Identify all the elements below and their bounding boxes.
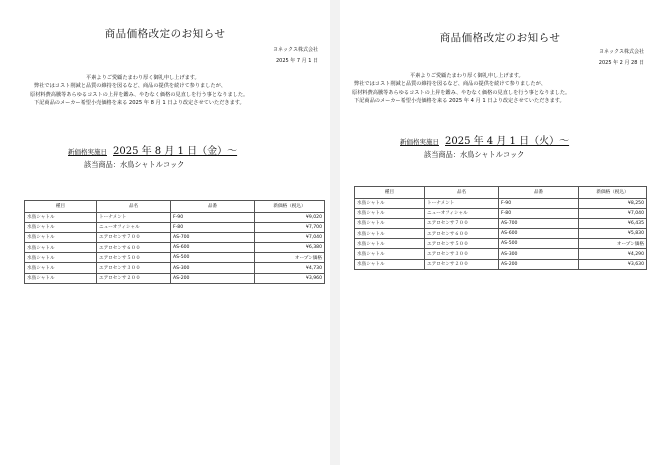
cell-price: ¥6,380	[255, 243, 325, 253]
body-line: 下記商品のメーカー希望小売価格を来る 2025 年 4 月 1 日より改定させていただきます。	[354, 98, 565, 105]
notice-title: 商品価格改定のお知らせ	[439, 32, 561, 44]
cell-code: F-90	[171, 212, 255, 222]
cell-price: ¥4,290	[579, 249, 647, 259]
cell-product: トーナメント	[425, 198, 499, 208]
cell-price: ¥7,040	[579, 208, 647, 218]
cell-price: ¥8,250	[579, 198, 647, 208]
product-line: 該当商品：水鳥シャトルコック	[424, 150, 525, 159]
body-line: 下記商品のメーカー希望小売価格を来る 2025 年 8 月 1 日より改定させていただきます。	[34, 100, 245, 107]
effective-date: 2025 年 8 月 1 日（金）〜	[113, 146, 238, 157]
cell-code: AS-700	[499, 218, 579, 228]
product-line: 該当商品：水鳥シャトルコック	[84, 160, 185, 169]
table-row	[355, 229, 647, 239]
notice-body	[352, 72, 570, 106]
cell-product: エアロセンサ７００	[425, 218, 499, 228]
header-category: 種目	[25, 201, 97, 213]
body-line: 弊社ではコスト削減と品質の維持を図るなど、商品の提供を続けて参りましたが、	[34, 83, 226, 90]
header-category: 種目	[355, 187, 425, 199]
cell-product: エアロセンサ６００	[97, 243, 171, 253]
cell-category: 水鳥シャトル	[25, 243, 97, 253]
cell-product: トーナメント	[97, 212, 171, 222]
header-price: 新価格（税込）	[255, 201, 325, 213]
cell-code: AS-600	[499, 229, 579, 239]
cell-product: ニューオフィシャル	[97, 222, 171, 232]
cell-product: エアロセンサ５００	[425, 239, 499, 249]
notice-title: 商品価格改定のお知らせ	[104, 28, 226, 40]
header-product: 品名	[97, 201, 171, 213]
body-line: 平素よりご愛顧たまわり厚く御礼申し上げます。	[86, 75, 200, 81]
cell-code: AS-300	[171, 263, 255, 273]
cell-code: AS-600	[171, 243, 255, 253]
cell-category: 水鳥シャトル	[355, 198, 425, 208]
cell-price: ¥5,830	[579, 229, 647, 239]
company-name: ヨネックス株式会社	[273, 47, 318, 53]
table-header-row	[25, 201, 325, 213]
table-row	[25, 263, 325, 273]
body-line: 原材料費高騰等あらゆるコストの上昇を鑑み、やむなく価格の見直しを行う事となりました。	[352, 89, 571, 96]
table-row	[355, 208, 647, 218]
cell-price: オープン価格	[579, 239, 647, 249]
cell-code: F-90	[499, 198, 579, 208]
table-row	[355, 259, 647, 269]
cell-category: 水鳥シャトル	[25, 222, 97, 232]
cell-product: エアロセンサ７００	[97, 232, 171, 242]
cell-category: 水鳥シャトル	[25, 273, 97, 283]
header-price: 新価格（税込）	[579, 187, 647, 199]
cell-category: 水鳥シャトル	[25, 253, 97, 263]
table-row	[25, 273, 325, 283]
cell-code: AS-500	[499, 239, 579, 249]
body-line: 弊社ではコスト削減と品質の維持を図るなど、商品の提供を続けて参りましたが、	[354, 81, 546, 88]
header-code: 品番	[171, 201, 255, 213]
notice-body	[30, 74, 248, 108]
cell-code: F-80	[499, 208, 579, 218]
body-line: 原材料費高騰等あらゆるコストの上昇を鑑み、やむなく価格の見直しを行う事となりました。	[30, 91, 249, 98]
cell-product: エアロセンサ２００	[97, 273, 171, 283]
cell-code: AS-700	[171, 232, 255, 242]
notice-page-right	[340, 0, 660, 465]
cell-category: 水鳥シャトル	[25, 212, 97, 222]
cell-price: ¥7,700	[255, 222, 325, 232]
cell-product: エアロセンサ６００	[425, 229, 499, 239]
cell-price: オープン価格	[255, 253, 325, 263]
effective-label: 新価格実施日	[400, 138, 439, 146]
table-row	[355, 239, 647, 249]
cell-category: 水鳥シャトル	[355, 229, 425, 239]
cell-product: エアロセンサ２００	[425, 259, 499, 269]
cell-code: AS-500	[171, 253, 255, 263]
notice-date: 2025 年 2 月 28 日	[598, 60, 644, 66]
cell-code: AS-200	[171, 273, 255, 283]
cell-code: F-80	[171, 222, 255, 232]
cell-product: ニューオフィシャル	[425, 208, 499, 218]
header-code: 品番	[499, 187, 579, 199]
cell-product: エアロセンサ３００	[425, 249, 499, 259]
notice-date: 2025 年 7 月 1 日	[275, 58, 318, 64]
table-row	[25, 232, 325, 242]
company-name: ヨネックス株式会社	[599, 49, 644, 55]
cell-category: 水鳥シャトル	[355, 218, 425, 228]
table-row	[355, 249, 647, 259]
cell-product: エアロセンサ５００	[97, 253, 171, 263]
cell-code: AS-300	[499, 249, 579, 259]
cell-category: 水鳥シャトル	[25, 232, 97, 242]
cell-category: 水鳥シャトル	[355, 239, 425, 249]
effective-label: 新価格実施日	[68, 148, 107, 156]
price-table	[24, 200, 325, 284]
cell-price: ¥9,020	[255, 212, 325, 222]
cell-product: エアロセンサ３００	[97, 263, 171, 273]
cell-price: ¥3,630	[579, 259, 647, 269]
effective-date: 2025 年 4 月 1 日（火）〜	[445, 136, 570, 147]
cell-category: 水鳥シャトル	[355, 208, 425, 218]
table-row	[25, 212, 325, 222]
cell-category: 水鳥シャトル	[355, 249, 425, 259]
table-row	[25, 253, 325, 263]
cell-price: ¥7,040	[255, 232, 325, 242]
effective-date-line	[400, 129, 569, 148]
price-table	[354, 186, 647, 270]
effective-date-line	[68, 139, 237, 158]
cell-category: 水鳥シャトル	[355, 259, 425, 269]
table-row	[355, 198, 647, 208]
table-header-row	[355, 187, 647, 199]
cell-price: ¥4,730	[255, 263, 325, 273]
header-product: 品名	[425, 187, 499, 199]
cell-category: 水鳥シャトル	[25, 263, 97, 273]
table-row	[25, 243, 325, 253]
cell-price: ¥3,960	[255, 273, 325, 283]
table-row	[25, 222, 325, 232]
table-row	[355, 218, 647, 228]
cell-code: AS-200	[499, 259, 579, 269]
cell-price: ¥6,435	[579, 218, 647, 228]
body-line: 平素よりご愛顧たまわり厚く御礼申し上げます。	[410, 73, 524, 79]
